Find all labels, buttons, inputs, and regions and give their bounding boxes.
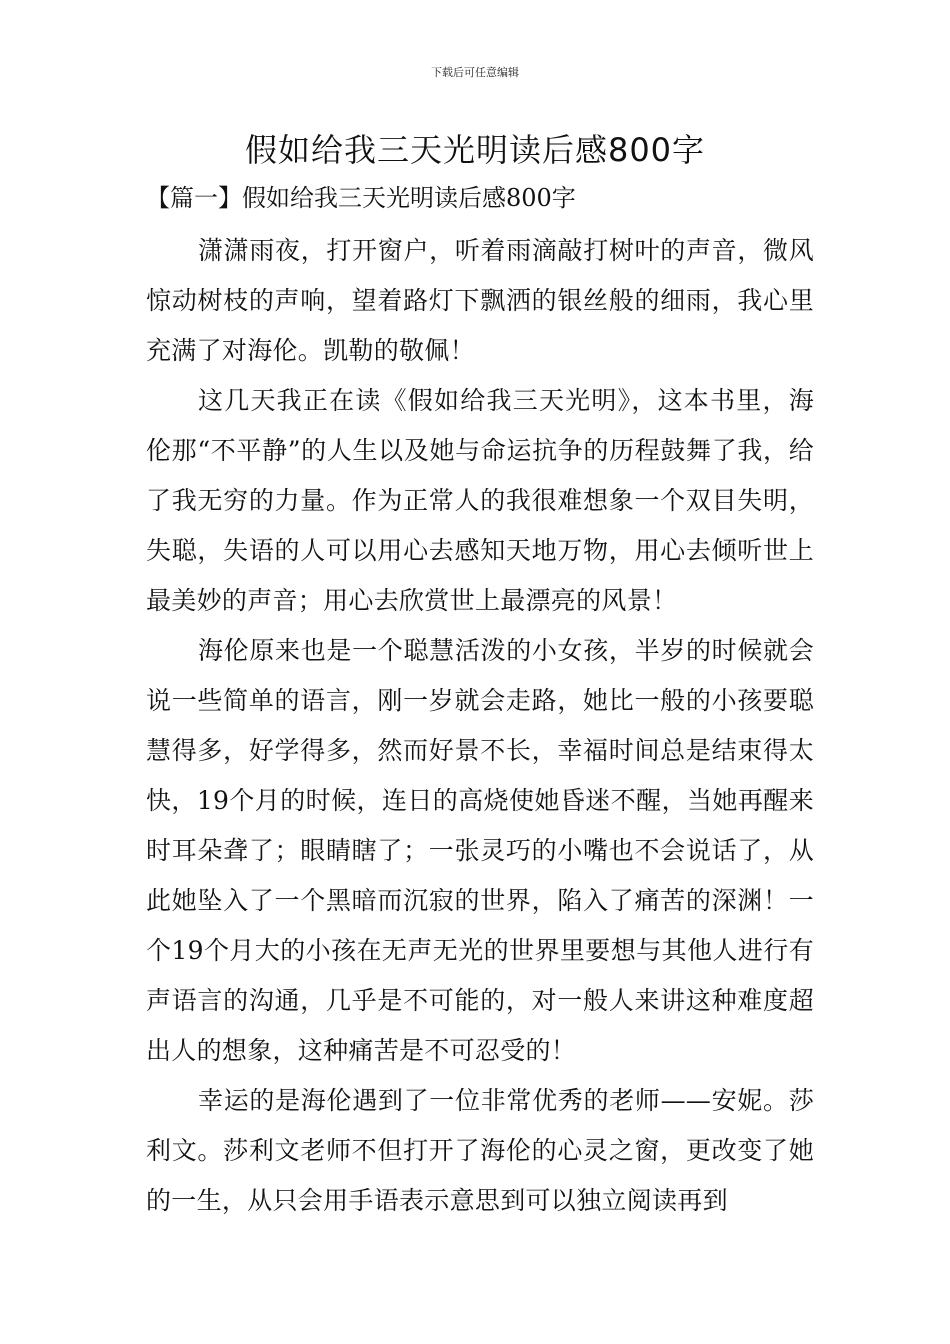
body-text — [146, 226, 814, 1226]
paragraph: 这几天我正在读《假如给我三天光明》，这本书里，海伦那“不平静”的人生以及她与命运抗争的历程鼓舞了我，给了我无穷的力量。作为正常人的我很难想象一个双目失明，失聪，失语的人可以用心去感知天地万物，用心去倾听世上最美妙的声音；用心去欣赏世上最漂亮的风景！ — [146, 386, 814, 615]
document-title: 假如给我三天光明读后感800字 — [244, 131, 706, 169]
page-header-note: 下载后可任意编辑 — [431, 66, 519, 79]
paragraph: 潇潇雨夜，打开窗户，听着雨滴敲打树叶的声音，微风惊动树枝的声响，望着路灯下飘洒的银丝般的细雨，我心里充满了对海伦。凯勒的敬佩！ — [146, 236, 814, 365]
section-heading: 【篇一】假如给我三天光明读后感800字 — [146, 184, 576, 212]
paragraph: 幸运的是海伦遇到了一位非常优秀的老师——安妮。莎利文。莎利文老师不但打开了海伦的心灵之窗，更改变了她的一生，从只会用手语表示意思到可以独立阅读再到 — [146, 1086, 814, 1215]
paragraph: 海伦原来也是一个聪慧活泼的小女孩，半岁的时候就会说一些简单的语言，刚一岁就会走路，她比一般的小孩要聪慧得多，好学得多，然而好景不长，幸福时间总是结束得太快，19个月的时候，连日的高烧使她昏迷不醒，当她再醒来时耳朵聋了；眼睛瞎了；一张灵巧的小嘴也不会说话了，从此她坠入了一个黑暗而沉寂的世界，陷入了痛苦的深渊！一个19个月大的小孩在无声无光的世界里要想与其他人进行有声语言的沟通，几乎是不可能的，对一般人来讲这种难度超出人的想象，这种痛苦是不可忍受的！ — [146, 636, 814, 1065]
